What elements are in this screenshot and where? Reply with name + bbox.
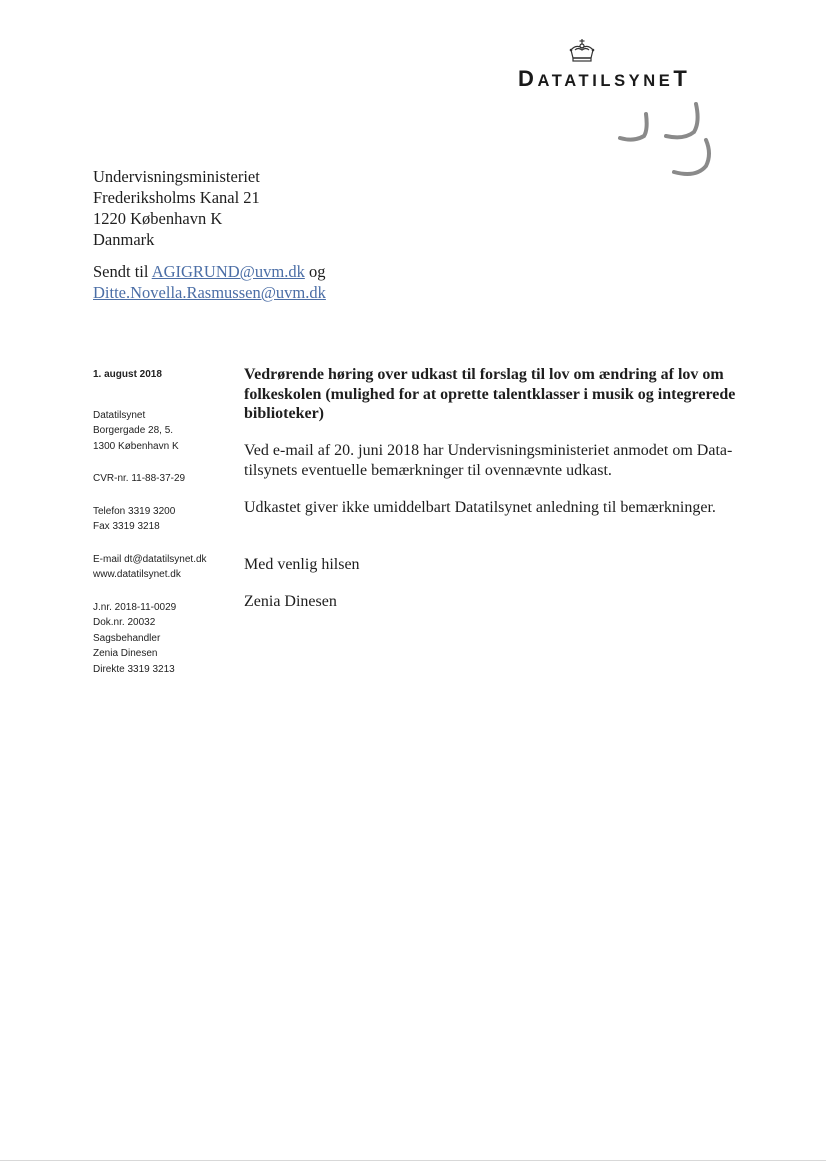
handwritten-marks	[612, 100, 732, 180]
sender-email: E-mail dt@datatilsynet.dk	[93, 553, 207, 565]
logo-letter-t: T	[673, 66, 691, 91]
recipient-line: Frederiksholms Kanal 21	[93, 188, 260, 207]
letter-paragraph-2: Udkastet giver ikke umiddelbart Datatilsynet anledning til bemærkninger.	[244, 498, 716, 516]
recipient-line: Undervisningsministeriet	[93, 167, 260, 186]
sender-cvr: CVR-nr. 11-88-37-29	[93, 473, 186, 484]
email-link-ditte[interactable]: Ditte.Novella.Rasmussen@uvm.dk	[93, 283, 326, 302]
sender-fax: Fax 3319 3218	[93, 521, 160, 532]
sender-street: Borgergade 28, 5.	[93, 425, 174, 436]
sender-sidebar	[93, 367, 233, 677]
datatilsynet-logo	[518, 66, 738, 92]
logo-letters: ATATILSYNE	[537, 72, 674, 90]
sender-org: Datatilsynet	[93, 409, 146, 421]
letter-closing: Med venlig hilsen	[244, 555, 360, 573]
sent-to	[93, 261, 326, 303]
sent-to-prefix: Sendt til	[93, 262, 149, 281]
letter-signature: Zenia Dinesen	[244, 592, 337, 610]
sent-to-connector: og	[308, 262, 326, 281]
recipient-line: 1220 København K	[93, 209, 223, 228]
letter-body	[244, 365, 744, 612]
case-handler-label: Sagsbehandler	[93, 632, 161, 644]
letter-subject: Vedrørende høring over udkast til forslag til lov om ændring af lov om folkeskolen (mulighed for at oprette talentklasser i musik og integrerede biblioteker)	[244, 366, 736, 422]
email-link-agigrund[interactable]: AGIGRUND@uvm.dk	[151, 262, 305, 281]
paragraph-1-line-2: tilsynets eventuelle bemærkninger til ovennævnte udkast.	[244, 461, 612, 479]
letter-paragraph-1	[244, 441, 744, 481]
sender-phone: Telefon 3319 3200	[93, 505, 176, 517]
document-number: Dok.nr. 20032	[93, 617, 156, 628]
recipient-line: Danmark	[93, 230, 155, 249]
paragraph-1-line-1: Ved e-mail af 20. juni 2018 har Undervisningsministeriet anmodet om Data-	[244, 441, 733, 459]
direct-phone: Direkte 3319 3213	[93, 663, 175, 675]
sender-web: www.datatilsynet.dk	[93, 569, 181, 580]
journal-number: J.nr. 2018-11-0029	[93, 601, 177, 613]
recipient-address	[93, 166, 260, 250]
case-handler-name: Zenia Dinesen	[93, 648, 158, 659]
page-bottom-rule	[0, 1160, 826, 1161]
letter-date: 1. august 2018	[93, 369, 162, 380]
crown-icon	[566, 38, 598, 64]
logo-letter-d: D	[518, 66, 538, 91]
sender-city: 1300 København K	[93, 440, 179, 452]
